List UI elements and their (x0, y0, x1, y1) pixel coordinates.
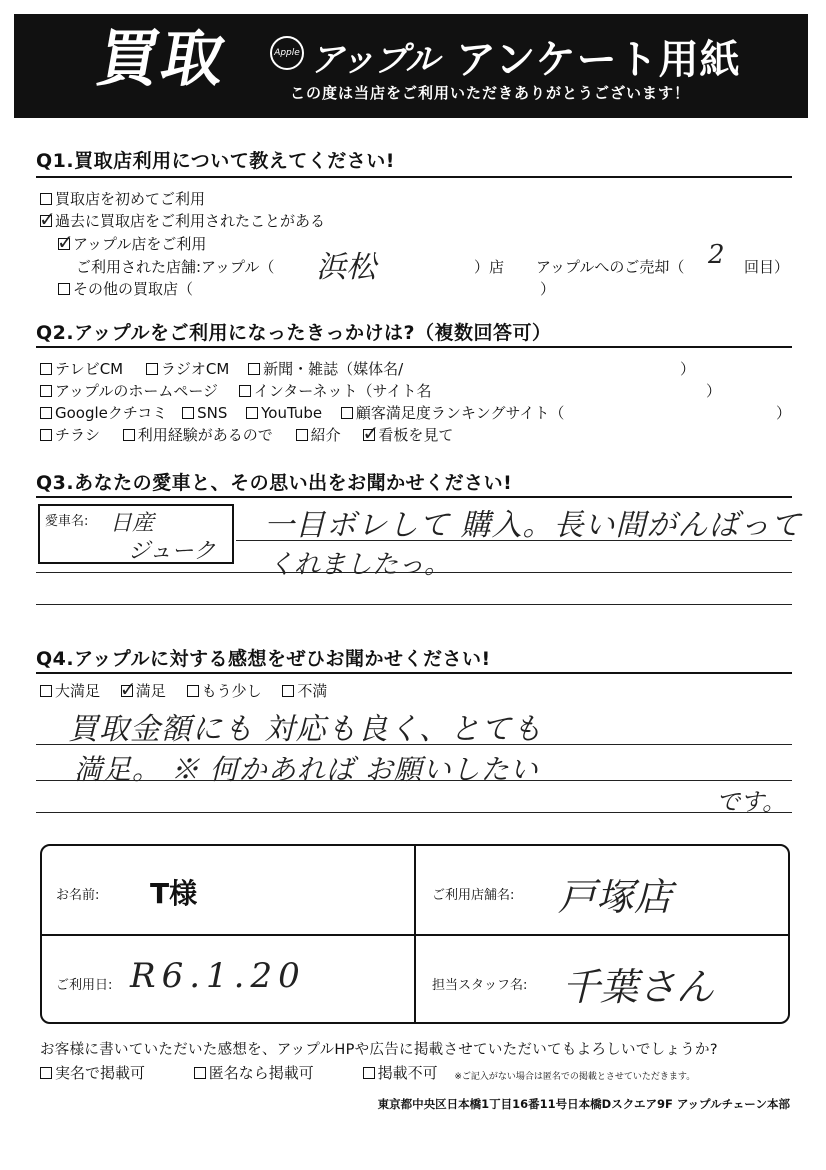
q4-ratings (40, 676, 328, 701)
q2-option-radio[interactable]: ラジオCM (146, 358, 229, 379)
q2-option-referral[interactable]: 紹介 (296, 424, 341, 445)
q3-title: Q3.あなたの愛車と、その思い出をお聞かせください! (36, 472, 513, 494)
q2-row-4 (40, 420, 454, 445)
checkbox-icon[interactable] (40, 407, 52, 419)
info-divider-horizontal (42, 934, 788, 936)
q3-rule (36, 496, 792, 498)
publish-option-real-name[interactable]: 実名で掲載可 (40, 1062, 145, 1083)
header-banner (14, 14, 808, 118)
q1-count-label: アップルへのご売却（ (536, 258, 685, 276)
q1-option-past-label: 過去に買取店をご利用されたことがある (55, 212, 326, 230)
apple-logo-icon: Apple (270, 36, 304, 70)
q2-option-tv[interactable]: テレビCM (40, 358, 123, 379)
checkbox-icon[interactable] (239, 385, 251, 397)
q2-row-3 (40, 402, 564, 423)
name-label: お名前: (56, 888, 100, 903)
q2-ranking-close: ） (776, 404, 792, 422)
q1-title: Q1.買取店利用について教えてください! (36, 150, 395, 172)
q1-store-suffix: ）店 (474, 258, 505, 276)
q2-option-internet[interactable]: インターネット（サイト名 (239, 380, 432, 401)
checkbox-icon[interactable] (194, 1067, 206, 1079)
q2-title: Q2.アップルをご利用になったきっかけは?（複数回答可） (36, 322, 552, 344)
checkbox-icon[interactable] (40, 363, 52, 375)
q1-option-past[interactable] (39, 206, 326, 231)
q4-option-satisfied[interactable]: ✓ 満足 (119, 676, 166, 701)
q4-comment-line1[interactable]: 買取金額にも 対応も良く、とても (68, 712, 543, 747)
q1-option-other-label: その他の買取店（ (73, 280, 194, 298)
q3-memory-line1[interactable]: 一目ボレして 購入。長い間がんばって (264, 508, 802, 543)
q1-option-other[interactable] (58, 278, 193, 299)
address: 東京都中央区日本橋1丁目16番11号日本橋Dスクエア9F アップルチェーン本部 (377, 1097, 790, 1111)
date-value[interactable]: R6.1.20 (130, 956, 306, 996)
checkbox-icon[interactable] (187, 685, 199, 697)
q2-option-experience[interactable]: 利用経験があるので (123, 424, 273, 445)
q2-row-2 (40, 380, 431, 401)
q2-option-news[interactable]: 新聞・雑誌（媒体名/ (248, 358, 403, 379)
q2-option-youtube[interactable]: YouTube (246, 404, 322, 422)
info-table (40, 844, 790, 1024)
header-big-title: 買取 (91, 22, 233, 95)
publish-note: ※ご記入がない場合は匿名での掲載とさせていただきます。 (454, 1071, 696, 1082)
checkbox-icon[interactable] (40, 1067, 52, 1079)
checkbox-icon[interactable] (363, 1067, 375, 1079)
publish-options (40, 1062, 695, 1083)
q2-option-sns[interactable]: SNS (182, 404, 227, 422)
publish-question: お客様に書いていただいた感想を、アップルHPや広告に掲載させていただいてもよろしいでしょうか? (40, 1042, 718, 1058)
store-value[interactable]: 戸塚店 (558, 875, 673, 919)
q1-other-close: ） (540, 280, 556, 298)
q4-line-1 (36, 744, 792, 745)
q4-option-very[interactable]: 大満足 (40, 680, 100, 701)
name-value[interactable]: T様 (150, 877, 198, 910)
checkbox-icon[interactable] (146, 363, 158, 375)
checkbox-checked-icon[interactable]: ✓ (39, 206, 56, 231)
checkbox-checked-icon[interactable]: ✓ (362, 420, 380, 445)
q4-option-bit-more[interactable]: もう少し (187, 680, 262, 701)
checkbox-icon[interactable] (123, 429, 135, 441)
q1-option-first[interactable] (40, 188, 205, 209)
q4-line-2 (36, 780, 792, 781)
header-subtitle: この度は当店をご利用いただきありがとうございます！ (290, 84, 691, 102)
store-label: ご利用店舗名: (432, 888, 515, 903)
staff-value[interactable]: 千葉さん (562, 965, 715, 1009)
q2-option-signboard[interactable]: ✓ 看板を見て (362, 420, 454, 445)
car-name-label: 愛車名: (45, 514, 89, 529)
checkbox-icon[interactable] (341, 407, 353, 419)
checkbox-icon[interactable] (58, 283, 70, 295)
q1-count-suffix: 回目） (744, 258, 790, 276)
q1-rule (36, 176, 792, 178)
publish-option-no[interactable]: 掲載不可 (363, 1062, 438, 1083)
staff-label: 担当スタッフ名: (432, 978, 528, 993)
q2-rule (36, 346, 792, 348)
car-name-line1: 日産 (110, 511, 155, 536)
q3-line-2 (36, 572, 792, 573)
q4-comment-line2[interactable]: 満足。 ※ 何かあれば お願いしたい (74, 753, 539, 786)
checkbox-icon[interactable] (40, 685, 52, 697)
checkbox-icon[interactable] (282, 685, 294, 697)
header-logo: アップル (310, 40, 439, 80)
q4-title: Q4.アップルに対する感想をぜひお聞かせください! (36, 648, 491, 670)
q2-option-ranking[interactable]: 顧客満足度ランキングサイト（ (341, 402, 565, 423)
date-label: ご利用日: (56, 978, 113, 993)
q1-option-first-label: 買取店を初めてご利用 (55, 190, 206, 208)
q1-option-apple-label: アップル店をご利用 (73, 235, 207, 253)
q3-line-3 (36, 604, 792, 605)
q2-option-flyer[interactable]: チラシ (40, 424, 100, 445)
q1-option-apple[interactable] (57, 229, 207, 254)
q2-news-close: ） (680, 360, 696, 378)
q2-option-homepage[interactable]: アップルのホームページ (40, 380, 218, 401)
q4-line-3 (36, 812, 792, 813)
q4-option-unsatisfied[interactable]: 不満 (282, 680, 327, 701)
q4-rule (36, 672, 792, 674)
q4-comment-line3[interactable]: です。 (716, 788, 787, 816)
checkbox-icon[interactable] (182, 407, 194, 419)
q1-store-label: ご利用された店舗:アップル（ (76, 258, 275, 276)
q2-row-1 (40, 358, 403, 379)
checkbox-icon[interactable] (40, 429, 52, 441)
q3-line-1 (236, 540, 792, 541)
checkbox-icon[interactable] (246, 407, 258, 419)
checkbox-icon[interactable] (40, 193, 52, 205)
checkbox-checked-icon[interactable]: ✓ (57, 229, 74, 254)
car-name-box[interactable] (38, 504, 234, 564)
car-name-line2: ジューク (128, 539, 216, 564)
q1-store-value[interactable]: 浜松 (316, 250, 376, 285)
q2-internet-close: ） (706, 382, 722, 400)
checkbox-icon[interactable] (296, 429, 308, 441)
q1-count-value[interactable]: 2 (708, 240, 725, 270)
checkbox-checked-icon[interactable]: ✓ (119, 676, 137, 701)
q3-memory-line2[interactable]: くれましたっ。 (268, 550, 451, 580)
publish-option-anonymous[interactable]: 匿名なら掲載可 (194, 1062, 314, 1083)
checkbox-icon[interactable] (248, 363, 260, 375)
q2-option-google[interactable]: Googleクチコミ (40, 402, 167, 423)
header-title: アンケート用紙 (456, 37, 741, 83)
checkbox-icon[interactable] (40, 385, 52, 397)
